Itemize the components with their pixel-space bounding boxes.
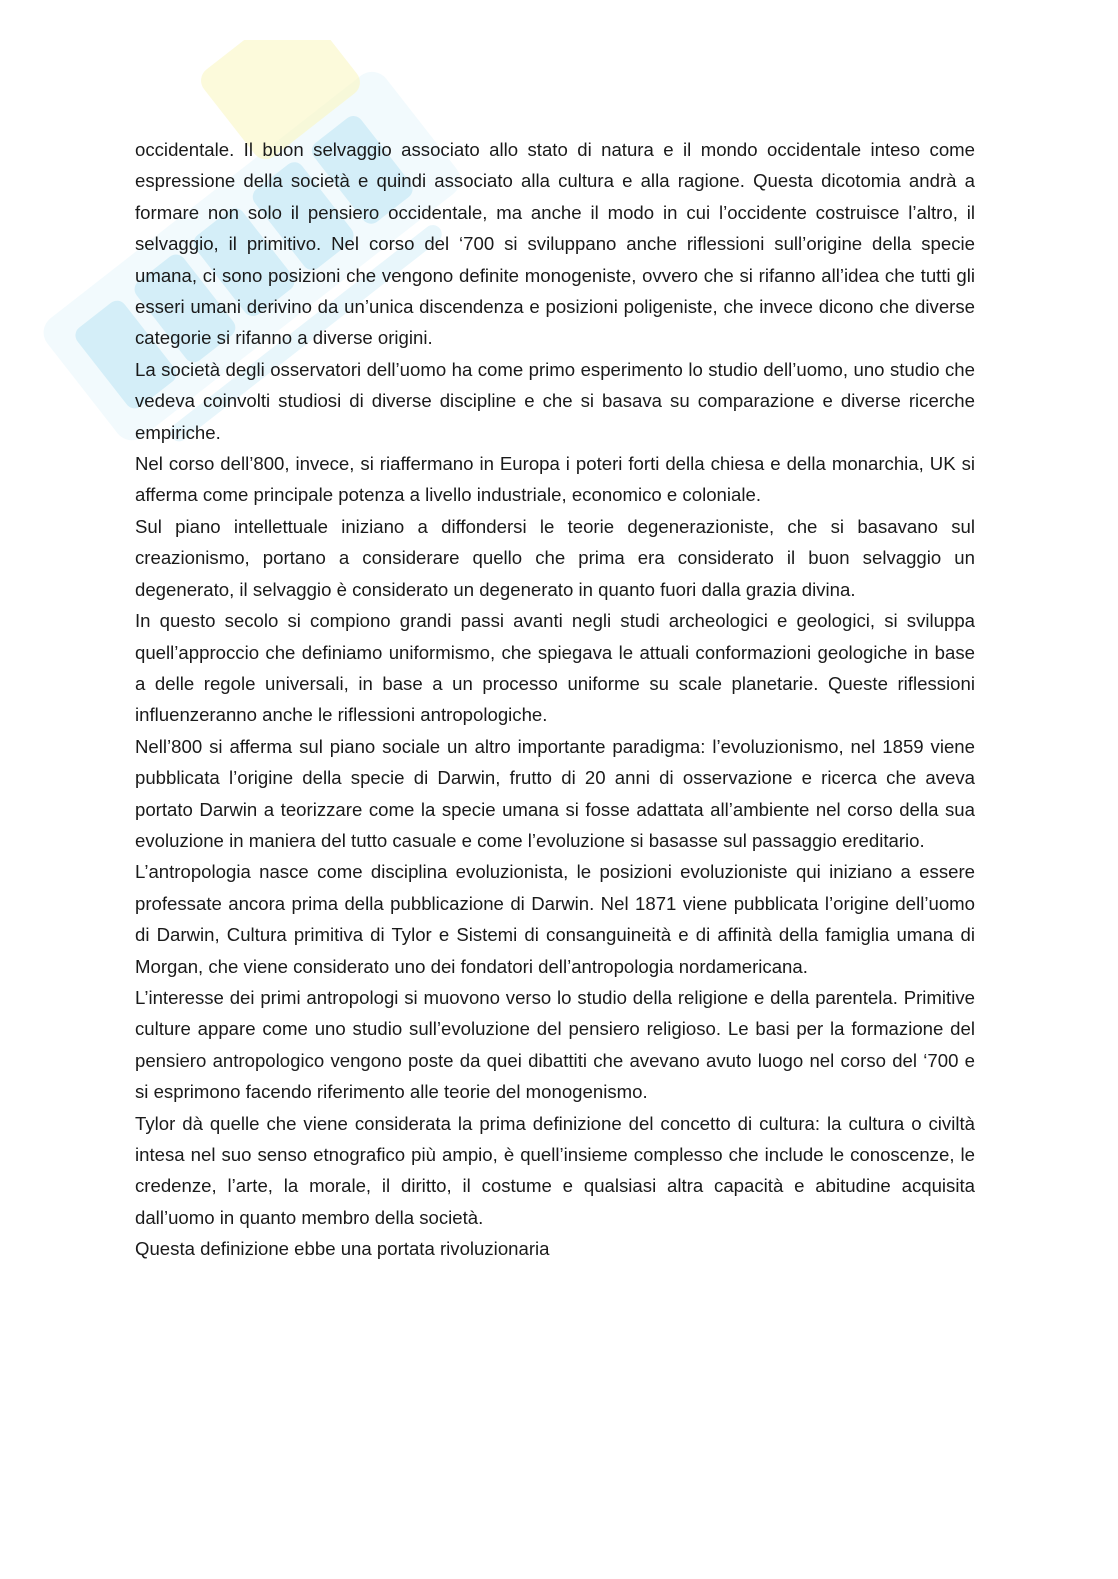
paragraph: Tylor dà quelle che viene considerata la prima definizione del concetto di cultura: la cultura o civiltà intesa nel suo senso etnografico più ampio, è quell’insieme complesso che include le conoscenze, le credenze, l’arte, la morale, il diritto, il costume e qualsiasi altra capacità e abitudine acquisita dall’uomo in quanto membro della società. (135, 1112, 975, 1228)
paragraph: In questo secolo si compiono grandi passi avanti negli studi archeologici e geologici, si sviluppa quell’approccio che definiamo uniformismo, che spiegava le attuali conformazioni geologiche in base a delle regole universali, in base a un processo uniforme su scale planetarie. Queste riflessioni influenzeranno anche le riflessioni antropologiche. (135, 610, 975, 726)
paragraph: L’antropologia nasce come disciplina evoluzionista, le posizioni evoluzioniste qui iniziano a essere professate ancora prima della pubblicazione di Darwin. Nel 1871 viene pubblicata l’origine dell’uomo di Darwin, Cultura primitiva di Tylor e Sistemi di consanguineità e di affinità della famiglia umana di Morgan, che viene considerato uno dei fondatori dell’antropologia nordamericana. (135, 861, 975, 977)
paragraph: Sul piano intellettuale iniziano a diffondersi le teorie degenerazioniste, che si basavano sul creazionismo, portano a considerare quello che prima era considerato il buon selvaggio un degenerato, il selvaggio è considerato un degenerato in quanto fuori dalla grazia divina. (135, 515, 975, 600)
paragraph: L’interesse dei primi antropologi si muovono verso lo studio della religione e della parentela. Primitive culture appare come uno studio sull’evoluzione del pensiero religioso. Le basi per la formazione del pensiero antropologico vengono poste da quei dibattiti che avevano avuto luogo nel corso del ‘700 e si esprimono facendo riferimento alle teorie del monogenismo. (135, 986, 975, 1103)
paragraph: Nell’800 si afferma sul piano sociale un altro importante paradigma: l’evoluzionismo, nel 1859 viene pubblicata l’origine della specie di Darwin, frutto di 20 anni di osservazione e ricerca che aveva portato Darwin a teorizzare come la specie umana si fosse adattata all’ambiente nel corso della sua evoluzione in maniera del tutto casuale e come l’evoluzione si basasse sul passaggio ereditario. (135, 735, 975, 851)
document-text (135, 134, 975, 1265)
paragraph: La società degli osservatori dell’uomo ha come primo esperimento lo studio dell’uomo, uno studio che vedeva coinvolti studiosi di diverse discipline e che si basava su comparazione e diverse ricerche empiriche. (135, 358, 975, 443)
paragraph-final: Questa definizione ebbe una portata rivoluzionaria (135, 1238, 550, 1260)
paragraph: Nel corso dell’800, invece, si riaffermano in Europa i poteri forti della chiesa e della monarchia, UK si afferma come principale potenza a livello industriale, economico e coloniale. (135, 453, 975, 506)
paragraph: occidentale. Il buon selvaggio associato allo stato di natura e il mondo occidentale inteso come espressione della società e quindi associato alla cultura e alla ragione. Questa dicotomia andrà a formare non solo il pensiero occidentale, ma anche il modo in cui l’occidente costruisce l’altro, il selvaggio, il primitivo. Nel corso del ‘700 si sviluppano anche riflessioni sull’origine della specie umana, ci sono posizioni che vengono definite monogeniste, ovvero che si rifanno all’idea che tutti gli esseri umani derivino da un’unica discendenza e posizioni poligeniste, che invece dicono che diverse categorie si rifanno a diverse origini. (135, 139, 975, 349)
